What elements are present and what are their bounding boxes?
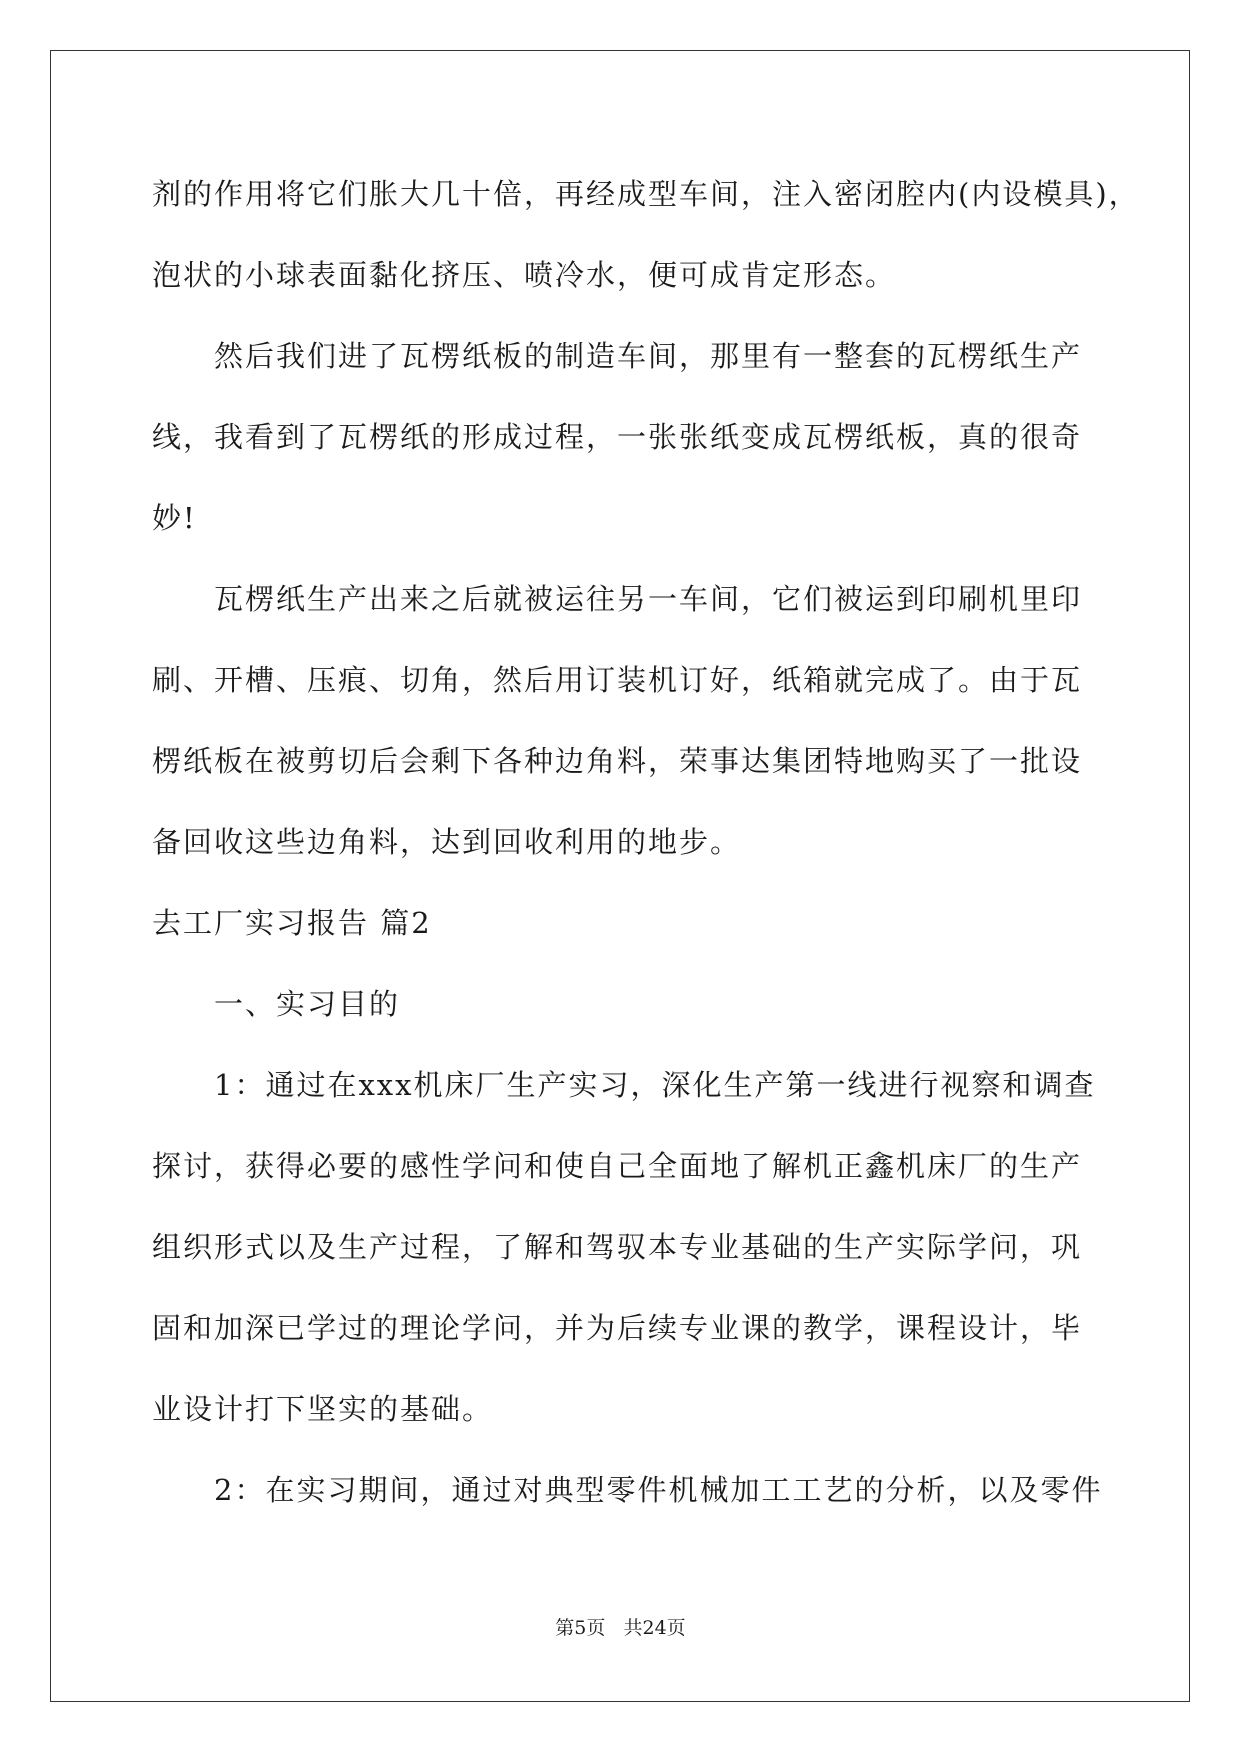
page-footer: 第5页 共24页	[555, 1617, 686, 1639]
text-line: 剂的作用将它们胀大几十倍，再经成型车间，注入密闭腔内(内设模具)，	[152, 177, 1140, 211]
text-line: 线，我看到了瓦楞纸的形成过程，一张张纸变成瓦楞纸板，真的很奇	[152, 420, 1083, 454]
text-line: 一、实习目的	[214, 987, 401, 1021]
text-line: 业设计打下坚实的基础。	[152, 1392, 494, 1426]
text-line: 去工厂实习报告 篇2	[152, 906, 432, 940]
text-line: 2：在实习期间，通过对典型零件机械加工工艺的分析，以及零件	[214, 1473, 1103, 1507]
text-line: 探讨，获得必要的感性学问和使自己全面地了解机正鑫机床厂的生产	[152, 1149, 1083, 1183]
text-line: 组织形式以及生产过程，了解和驾驭本专业基础的生产实际学问，巩	[152, 1230, 1083, 1264]
text-line: 楞纸板在被剪切后会剩下各种边角料，荣事达集团特地购买了一批设	[152, 744, 1083, 778]
text-line: 瓦楞纸生产出来之后就被运往另一车间，它们被运到印刷机里印	[214, 582, 1083, 616]
text-line: 妙!	[152, 501, 197, 535]
text-line: 1：通过在xxx机床厂生产实习，深化生产第一线进行视察和调查	[214, 1068, 1096, 1102]
text-line: 然后我们进了瓦楞纸板的制造车间，那里有一整套的瓦楞纸生产	[214, 339, 1083, 373]
text-line: 固和加深已学过的理论学问，并为后续专业课的教学，课程设计，毕	[152, 1311, 1083, 1345]
text-line: 备回收这些边角料，达到回收利用的地步。	[152, 825, 742, 859]
document-body	[152, 154, 1140, 1531]
text-line: 刷、开槽、压痕、切角，然后用订装机订好，纸箱就完成了。由于瓦	[152, 663, 1083, 697]
text-line: 泡状的小球表面黏化挤压、喷冷水，便可成肯定形态。	[152, 258, 897, 292]
